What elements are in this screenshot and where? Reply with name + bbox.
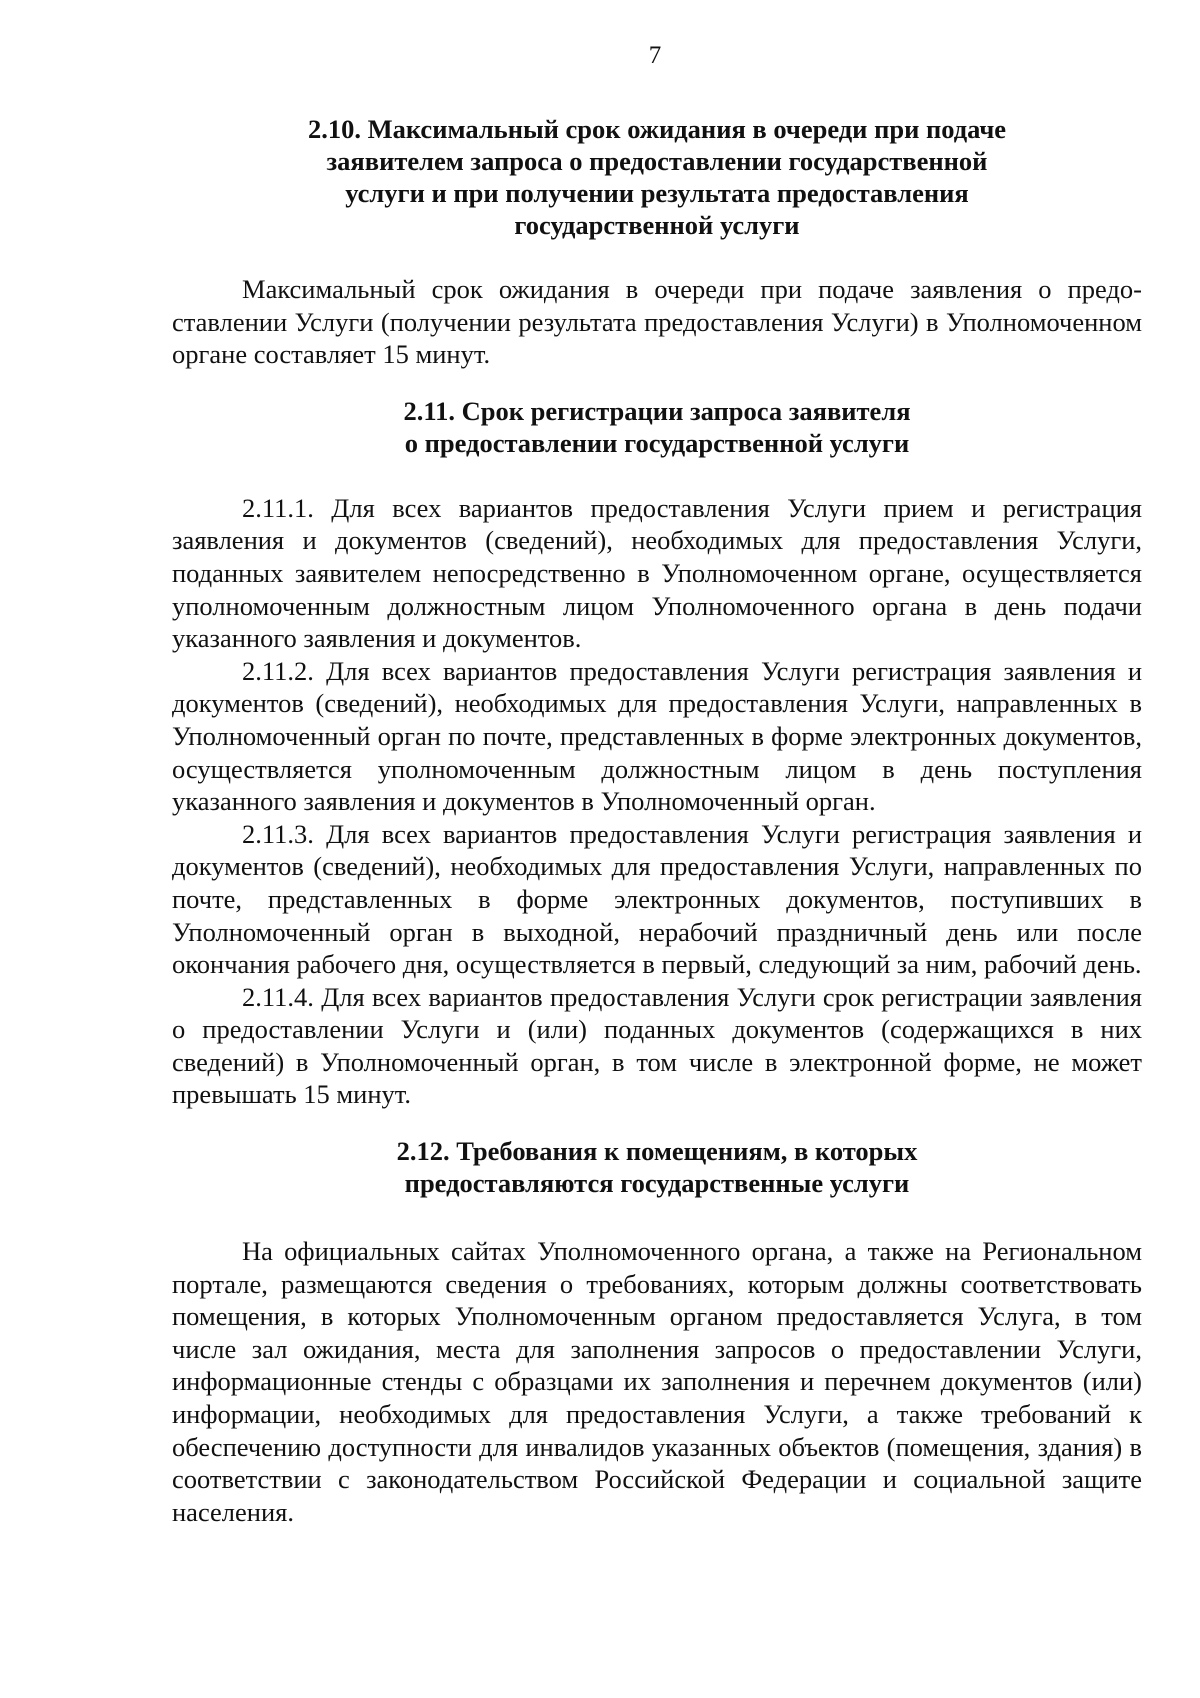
document-body (172, 113, 1142, 1528)
paragraph-2-11-4: 2.11.4. Для всех вариантов предоставления Услуги срок регистрации заявления о предоставлении Услуги и (или) поданных документов (содержащихся в них сведений) в Уполномоченный орган, в том числе в электронной форме, не может превышать 15 минут. (172, 981, 1142, 1110)
heading-line: заявителем запроса о предоставлении государственной (326, 146, 988, 176)
paragraph-2-10: Максимальный срок ожидания в очереди при подаче заявления о предоставлении Услуги (получении результата предоставления Услуги) в Уполномоченном органе составляет 15 минут. (172, 274, 1142, 370)
paragraph-2-11-1: 2.11.1. Для всех вариантов предоставления Услуги прием и регистрация заявления и документов (сведений), необходимых для предоставления Услуги, поданных заявителем непосредственно в Уполномоченном органе, осуществляется уполномоченным должностным лицом Уполномоченного органа в день подачи указанного заявления и документов. (172, 492, 1142, 654)
heading-line: государственной услуги (514, 210, 800, 240)
heading-line: услуги и при получении результата предоставления (345, 178, 969, 208)
heading-line: 2.12. Требования к помещениям, в которых (396, 1136, 918, 1167)
page-number: 7 (648, 42, 662, 69)
heading-line: о предоставлении государственной услуги (404, 427, 910, 458)
paragraph-2-12: На официальных сайтах Уполномоченного органа, а также на Региональном портале, размещаются сведения о требованиях, которым должны соответствовать помещения, в которых Уполномоченным органом предоставляется Услуга, в том числе зал ожидания, места для заполнения запросов о предоставлении Услуги, информационные стенды с образцами их заполнения и перечнем документов (или) информации, необходимых для предоставления Услуги, а также требований к обеспечению доступности для инвалидов указанных объектов (помещения, здания) в соответствии с законодательством Российской Федерации и социальной защите населения. (172, 1236, 1142, 1527)
heading-line: предоставляются государственные услуги (404, 1168, 910, 1199)
paragraph-2-11-3: 2.11.3. Для всех вариантов предоставления Услуги регистрация заявления и документов (сведений), необходимых для предоставления Услуги, направленных по почте, представленных в форме электронных документов, поступивших в Уполномоченный орган в выходной, нерабочий праздничный день или после окончания рабочего дня, осуществляется в первый, следующий за ним, рабочий день. (172, 818, 1142, 980)
paragraph-2-11-2: 2.11.2. Для всех вариантов предоставления Услуги регистрация заявления и документов (сведений), необходимых для предоставления Услуги, направленных в Уполномоченный орган по почте, представленных в форме электронных документов, осуществляется уполномоченным должностным лицом в день поступления указанного заявления и документов в Уполномоченный орган. (172, 655, 1142, 817)
section-heading-2-12 (172, 1135, 1142, 1199)
heading-line: 2.10. Максимальный срок ожидания в очереди при подаче (307, 114, 1007, 144)
section-heading-2-10 (172, 113, 1142, 241)
section-heading-2-11 (172, 395, 1142, 459)
heading-line: 2.11. Срок регистрации запроса заявителя (403, 395, 911, 426)
